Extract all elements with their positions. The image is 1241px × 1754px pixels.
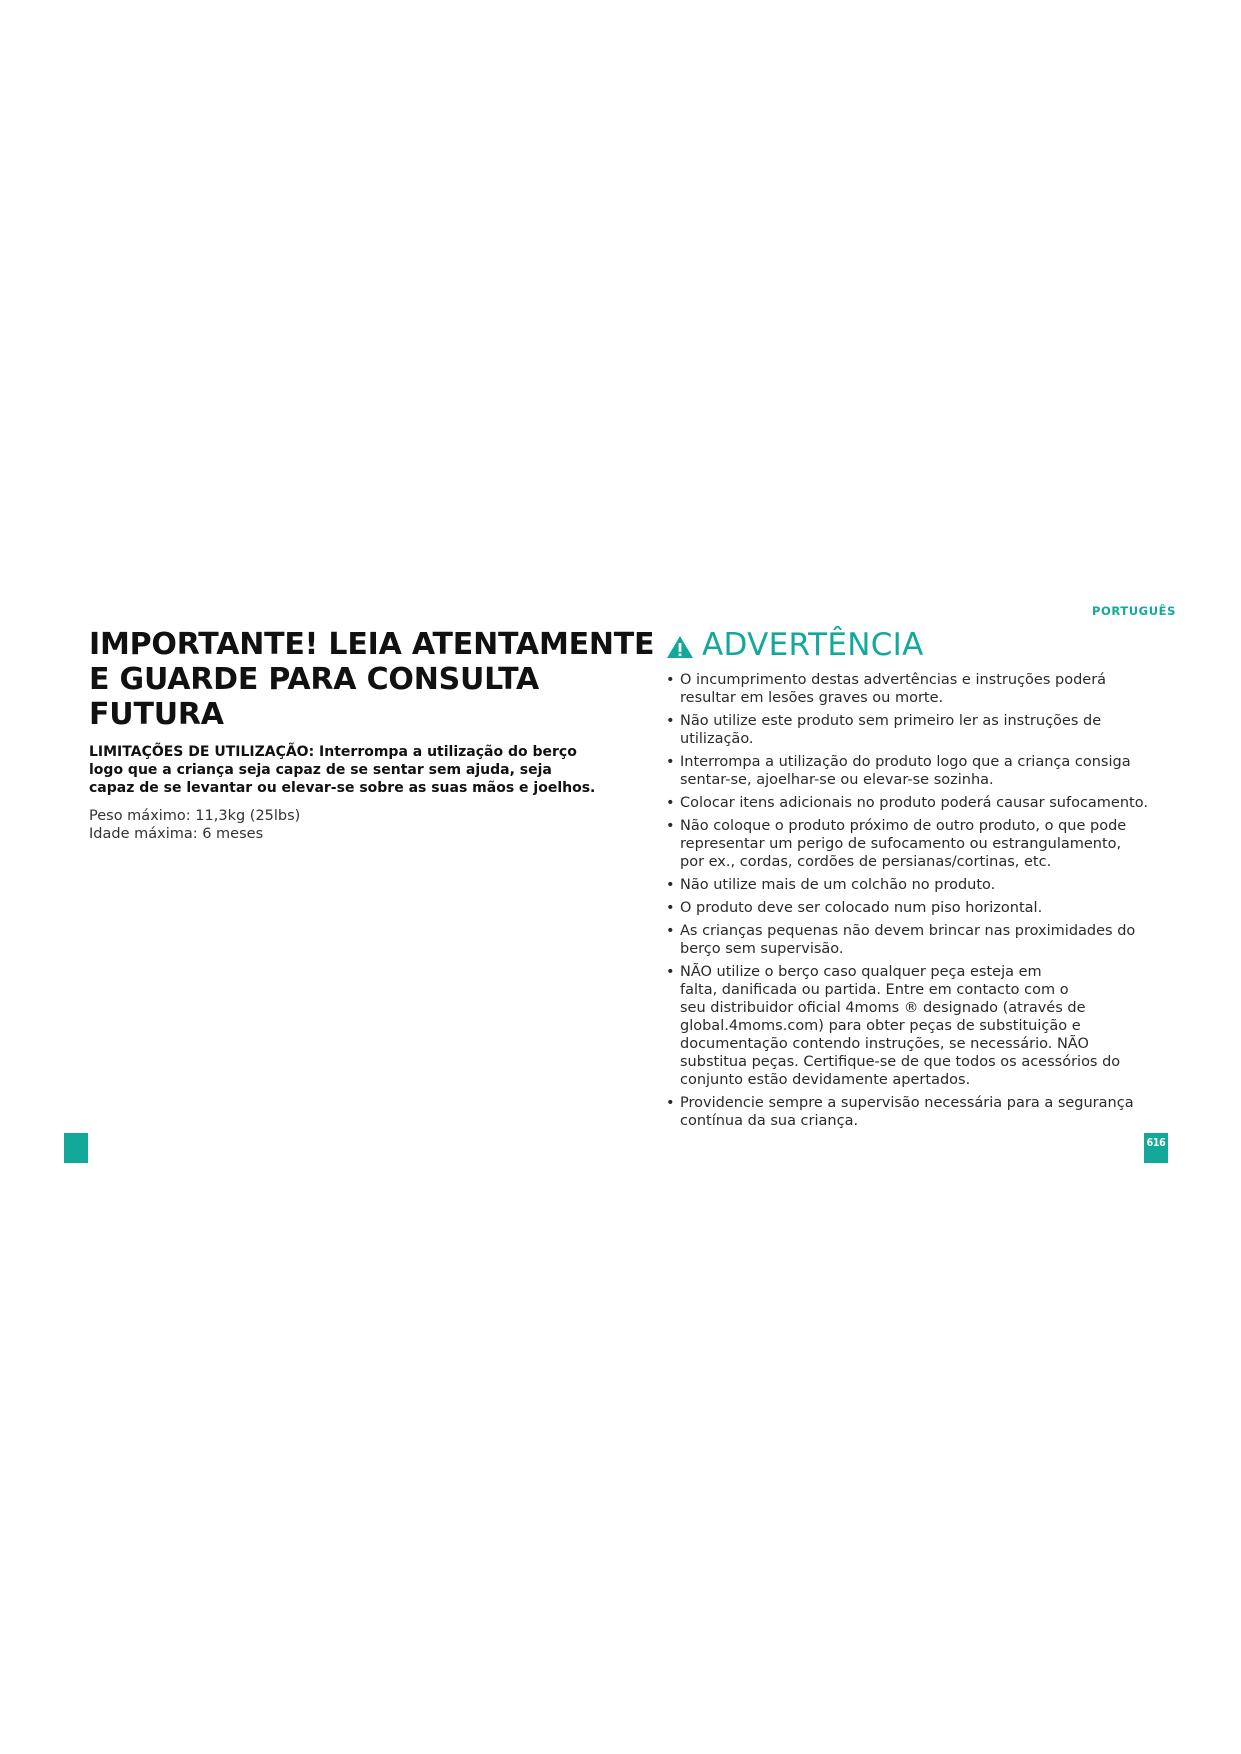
usage-limits-line: LIMITAÇÕES DE UTILIZAÇÃO: Interrompa a utilização do berço [89, 744, 577, 760]
warning-line: utilização. [680, 731, 754, 747]
max-age: Idade máxima: 6 meses [89, 826, 264, 842]
warning-item [666, 671, 1176, 707]
heading-line: IMPORTANTE! LEIA ATENTAMENTE [89, 627, 655, 662]
warning-line: global.4moms.com) para obter peças de substituição e [680, 1018, 1081, 1034]
warning-line: conjunto estão devidamente apertados. [680, 1072, 971, 1088]
warning-line: • O produto deve ser colocado num piso horizontal. [680, 900, 1043, 916]
warning-line: sentar-se, ajoelhar-se ou elevar-se sozinha. [680, 772, 994, 788]
warning-item [666, 922, 1176, 958]
warning-item [666, 794, 1176, 812]
warning-line: • Não utilize este produto sem primeiro ler as instruções de [680, 713, 1102, 729]
warning-line: berço sem supervisão. [680, 941, 844, 957]
warning-line: • Não coloque o produto próximo de outro produto, o que pode [680, 818, 1127, 834]
warning-line: • Interrompa a utilização do produto logo que a criança consiga [680, 754, 1131, 770]
warning-line: resultar em lesões graves ou morte. [680, 690, 944, 706]
warning-line: seu distribuidor oficial 4moms ® designado (através de [680, 1000, 1086, 1016]
warning-line: por ex., cordas, cordões de persianas/cortinas, etc. [680, 854, 1052, 870]
warning-item [666, 876, 1176, 894]
page-marker-block [64, 1133, 88, 1163]
warning-item [666, 899, 1176, 917]
product-specs [89, 807, 589, 843]
warning-item [666, 753, 1176, 789]
warning-triangle-icon [666, 632, 694, 658]
warning-line: • Não utilize mais de um colchão no produto. [680, 877, 996, 893]
warning-line: documentação contendo instruções, se necessário. NÃO [680, 1036, 1089, 1052]
warning-item [666, 712, 1176, 748]
usage-limits [89, 743, 596, 797]
warning-line: • Colocar itens adicionais no produto poderá causar sufocamento. [680, 795, 1148, 811]
heading-line: E GUARDE PARA CONSULTA [89, 662, 540, 697]
warning-list [666, 671, 1176, 1130]
warning-item [666, 817, 1176, 871]
important-section [89, 627, 655, 843]
warning-line: falta, danificada ou partida. Entre em contacto com o [680, 982, 1069, 998]
important-heading [89, 627, 655, 732]
usage-limits-line: capaz de se levantar ou elevar-se sobre as suas mãos e joelhos. [89, 780, 596, 796]
language-label: PORTUGUÊS [1091, 604, 1176, 618]
warning-line: • NÃO utilize o berço caso qualquer peça esteja em [680, 964, 1042, 980]
heading-line: FUTURA [89, 697, 224, 732]
warning-line: • O incumprimento destas advertências e instruções poderá [680, 672, 1107, 688]
warning-heading [666, 627, 1176, 663]
warning-line: substitua peças. Certifique-se de que todos os acessórios do [680, 1054, 1121, 1070]
warning-line: • As crianças pequenas não devem brincar nas proximidades do [680, 923, 1136, 939]
warning-title: ADVERTÊNCIA [702, 627, 924, 663]
warning-line: representar um perigo de sufocamento ou estrangulamento, [680, 836, 1122, 852]
warning-line: • Providencie sempre a supervisão necessária para a segurança [680, 1095, 1134, 1111]
warning-section [666, 627, 1176, 1135]
usage-limits-line: logo que a criança seja capaz de se sentar sem ajuda, seja [89, 762, 552, 778]
max-weight: Peso máximo: 11,3kg (25lbs) [89, 808, 301, 824]
warning-item [666, 963, 1176, 1089]
warning-line: contínua da sua criança. [680, 1113, 859, 1129]
page-number: 616 [1144, 1133, 1168, 1163]
warning-item [666, 1094, 1176, 1130]
